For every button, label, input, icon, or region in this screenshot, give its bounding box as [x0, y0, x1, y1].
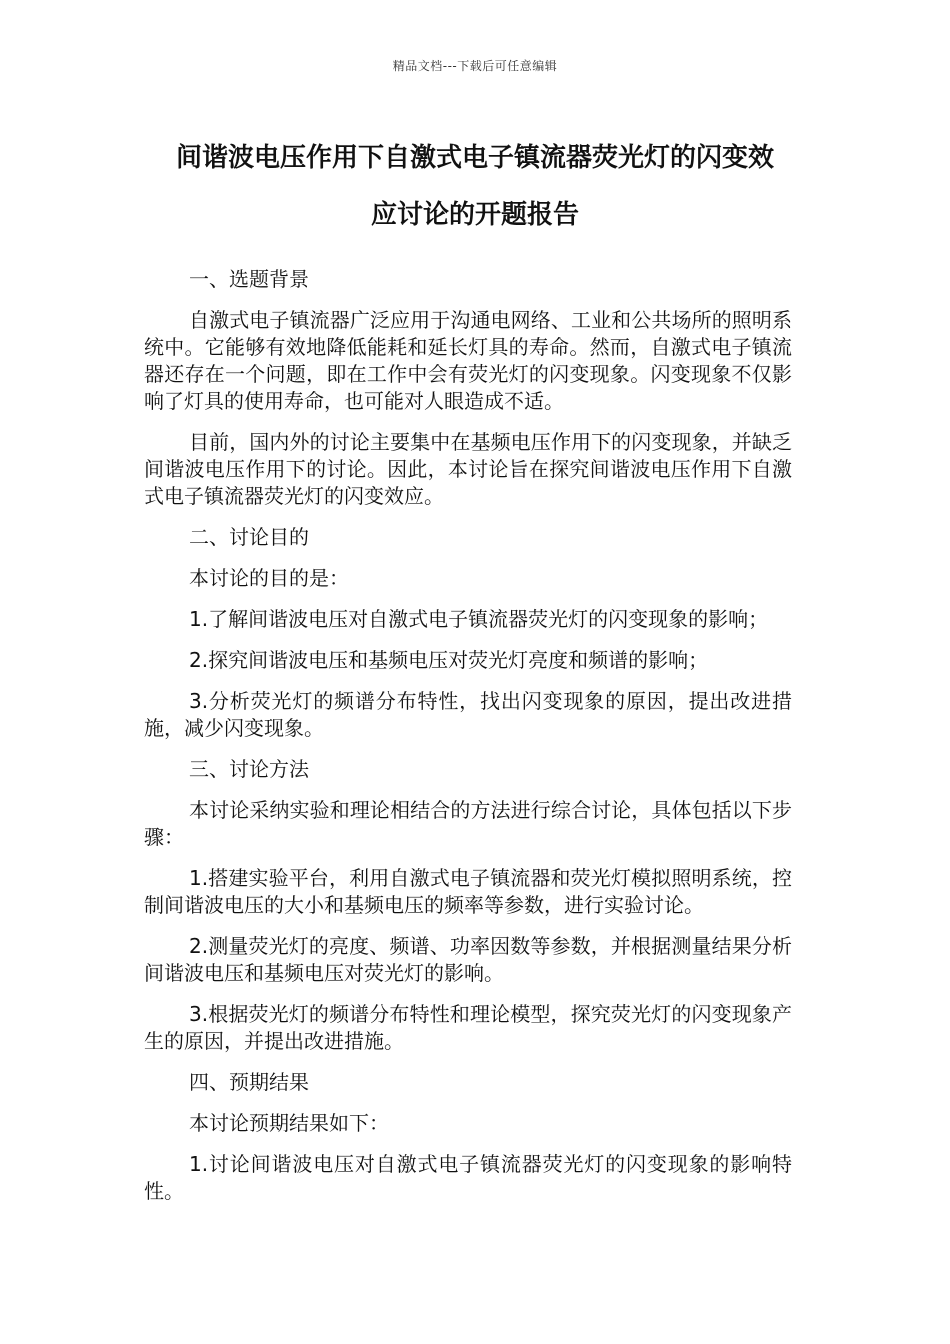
- document-title: [140, 130, 810, 244]
- section-heading-background: 一、选题背景: [189, 267, 309, 291]
- list-item: 3.分析荧光灯的频谱分布特性，找出闪变现象的原因，提出改进措施，减少闪变现象。: [144, 689, 792, 740]
- list-item: 2.探究间谐波电压和基频电压对荧光灯亮度和频谱的影响；: [189, 648, 709, 672]
- list-item: 1.讨论间谐波电压对自激式电子镇流器荧光灯的闪变现象的影响特性。: [144, 1152, 792, 1203]
- paragraph: 本讨论的目的是：: [189, 566, 349, 590]
- list-item: 1.了解间谐波电压对自激式电子镇流器荧光灯的闪变现象的影响；: [189, 607, 769, 631]
- list-item: 3.根据荧光灯的频谱分布特性和理论模型，探究荧光灯的闪变现象产生的原因，并提出改进措施。: [144, 1002, 792, 1053]
- title-line-1: 间谐波电压作用下自激式电子镇流器荧光灯的闪变效: [175, 143, 774, 173]
- paragraph: 本讨论预期结果如下：: [189, 1111, 389, 1135]
- section-heading-expected-results: 四、预期结果: [189, 1070, 309, 1094]
- document-body: [144, 266, 792, 1219]
- paragraph: 目前，国内外的讨论主要集中在基频电压作用下的闪变现象，并缺乏间谐波电压作用下的讨论。因此，本讨论旨在探究间谐波电压作用下自激式电子镇流器荧光灯的闪变效应。: [144, 430, 792, 508]
- title-line-2: 应讨论的开题报告: [370, 200, 579, 230]
- list-item: 2.测量荧光灯的亮度、频谱、功率因数等参数，并根据测量结果分析间谐波电压和基频电压对荧光灯的影响。: [144, 934, 792, 985]
- section-heading-method: 三、讨论方法: [189, 757, 309, 781]
- section-heading-purpose: 二、讨论目的: [189, 525, 309, 549]
- page-header: 精品文档---下载后可任意编辑: [392, 59, 558, 73]
- paragraph: 本讨论采纳实验和理论相结合的方法进行综合讨论，具体包括以下步骤：: [144, 798, 792, 849]
- paragraph: 自激式电子镇流器广泛应用于沟通电网络、工业和公共场所的照明系统中。它能够有效地降低能耗和延长灯具的寿命。然而，自激式电子镇流器还存在一个问题，即在工作中会有荧光灯的闪变现象。闪变现象不仅影响了灯具的使用寿命，也可能对人眼造成不适。: [144, 308, 792, 413]
- list-item: 1.搭建实验平台，利用自激式电子镇流器和荧光灯模拟照明系统，控制间谐波电压的大小和基频电压的频率等参数，进行实验讨论。: [144, 866, 792, 917]
